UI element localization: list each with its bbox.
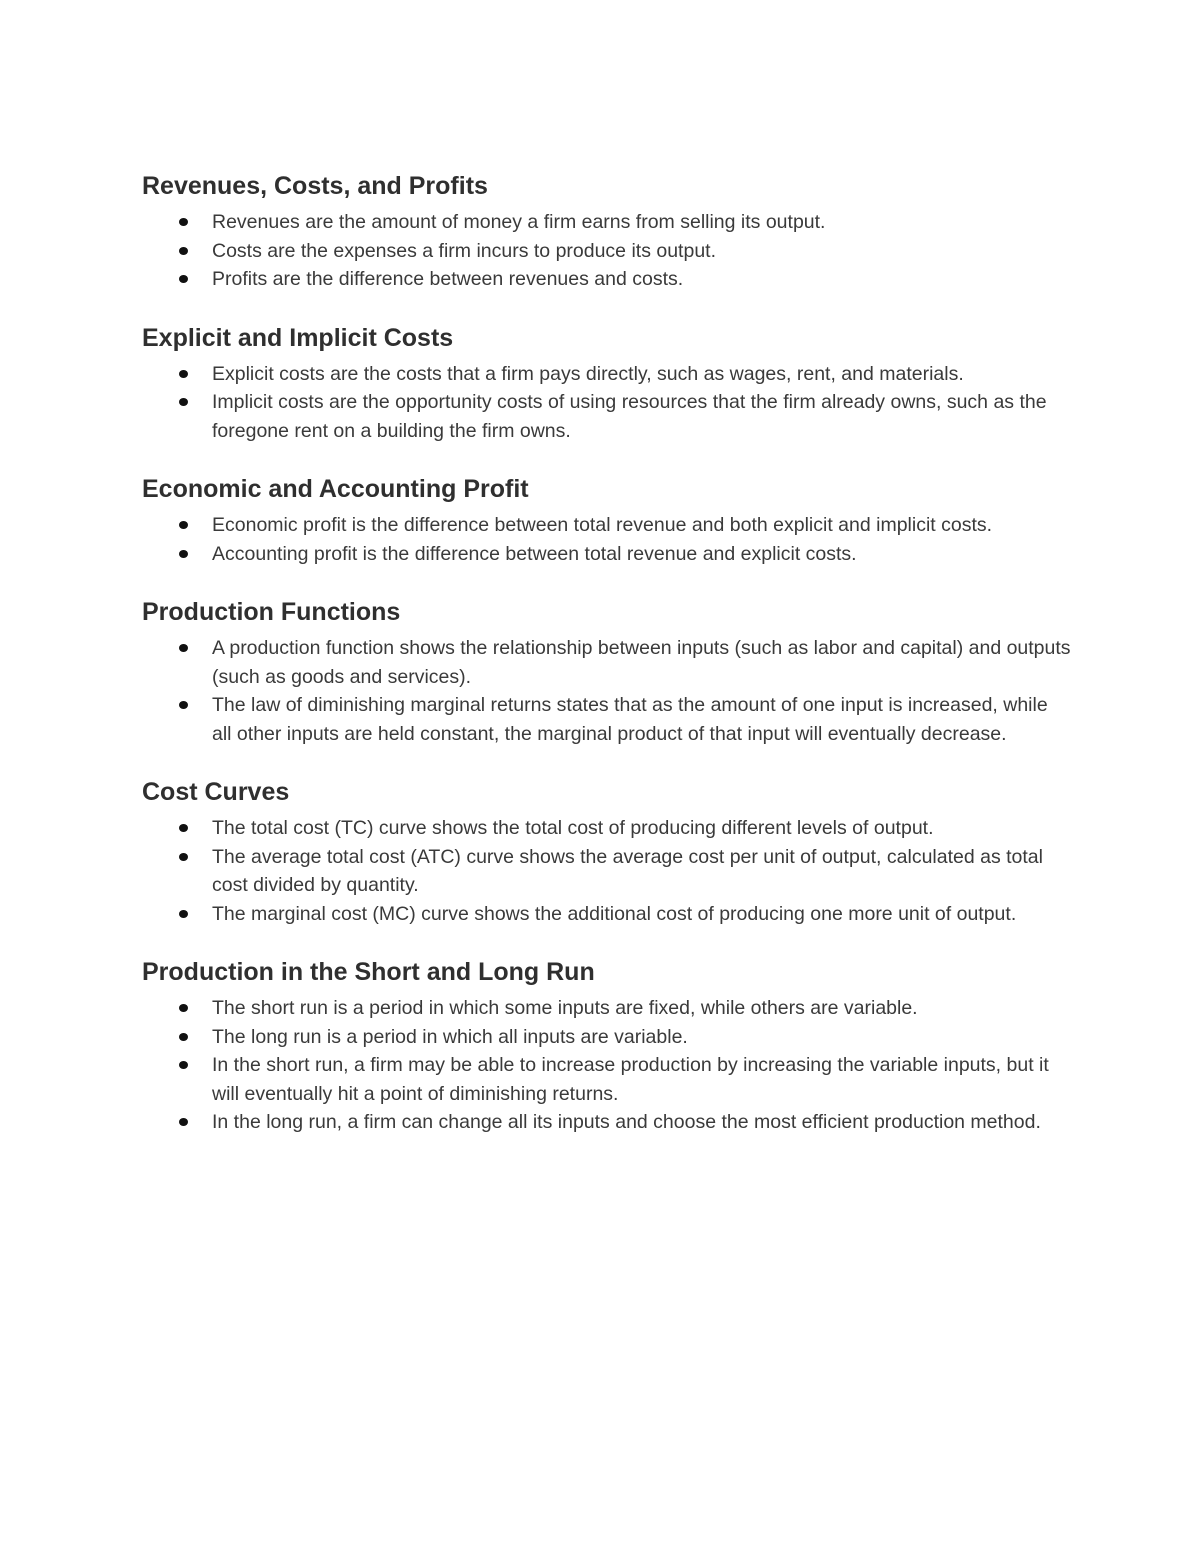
document-page <box>142 168 1072 1163</box>
section-heading: Economic and Accounting Profit <box>142 475 529 503</box>
section-short-long-run <box>142 954 1072 1137</box>
list-item-text: Implicit costs are the opportunity costs of using resources that the firm already owns, such as the foregone rent on a building the firm owns. <box>212 391 1047 442</box>
list-item-text: Revenues are the amount of money a firm earns from selling its output. <box>212 211 826 233</box>
list-item <box>142 265 1072 294</box>
list-item-text: The marginal cost (MC) curve shows the additional cost of producing one more unit of output. <box>212 902 1017 925</box>
bullet-icon <box>179 275 188 283</box>
section-revenues-costs-profits <box>142 168 1072 294</box>
section-explicit-implicit-costs <box>142 320 1072 446</box>
bullet-icon <box>179 853 188 861</box>
section-economic-accounting-profit <box>142 471 1072 568</box>
section-heading: Cost Curves <box>142 778 290 806</box>
bullet-list <box>142 994 1072 1137</box>
bullet-icon <box>179 550 188 558</box>
bullet-icon <box>179 398 188 406</box>
section-heading: Revenues, Costs, and Profits <box>142 172 488 200</box>
section-heading: Production in the Short and Long Run <box>142 958 595 986</box>
list-item-text: The average total cost (ATC) curve shows the average cost per unit of output, calculated as total cost divided by quantity. <box>212 845 1043 896</box>
bullet-icon <box>179 247 188 255</box>
bullet-list <box>142 814 1072 928</box>
list-item <box>142 843 1072 900</box>
bullet-icon <box>179 370 188 378</box>
bullet-list <box>142 360 1072 446</box>
list-item <box>142 1023 1072 1052</box>
bullet-icon <box>179 1033 188 1041</box>
list-item <box>142 994 1072 1023</box>
bullet-icon <box>179 644 188 652</box>
list-item <box>142 1051 1072 1108</box>
section-production-functions <box>142 594 1072 748</box>
list-item-text: In the short run, a firm may be able to increase production by increasing the variable inputs, but it will eventually hit a point of diminishing returns. <box>212 1054 1049 1105</box>
list-item-text: The long run is a period in which all inputs are variable. <box>212 1025 688 1048</box>
list-item-text: Profits are the difference between revenues and costs. <box>212 268 684 290</box>
bullet-icon <box>179 1004 188 1012</box>
list-item <box>142 900 1072 929</box>
list-item <box>142 1108 1072 1137</box>
list-item <box>142 237 1072 266</box>
bullet-icon <box>179 1061 188 1069</box>
list-item <box>142 388 1072 445</box>
bullet-list <box>142 511 1072 568</box>
bullet-list <box>142 208 1072 294</box>
list-item-text: The total cost (TC) curve shows the total cost of producing different levels of output. <box>212 817 934 839</box>
list-item-text: Costs are the expenses a firm incurs to produce its output. <box>212 239 717 262</box>
list-item <box>142 360 1072 389</box>
bullet-icon <box>179 218 188 226</box>
list-item <box>142 814 1072 843</box>
section-cost-curves <box>142 774 1072 928</box>
list-item <box>142 208 1072 237</box>
list-item <box>142 540 1072 569</box>
bullet-icon <box>179 701 188 709</box>
list-item-text: Economic profit is the difference between total revenue and both explicit and implicit costs. <box>212 514 993 536</box>
list-item-text: Explicit costs are the costs that a firm pays directly, such as wages, rent, and materials. <box>212 362 964 385</box>
list-item-text: The short run is a period in which some inputs are fixed, while others are variable. <box>212 997 918 1019</box>
list-item-text: The law of diminishing marginal returns states that as the amount of one input is increased, while all other inputs are held constant, the marginal product of that input will eventually decrease. <box>212 694 1048 745</box>
list-item-text: Accounting profit is the difference between total revenue and explicit costs. <box>212 542 857 565</box>
list-item <box>142 691 1072 748</box>
section-heading: Explicit and Implicit Costs <box>142 323 454 352</box>
list-item <box>142 634 1072 691</box>
list-item-text: A production function shows the relationship between inputs (such as labor and capital) and outputs (such as goods and services). <box>212 637 1071 688</box>
list-item <box>142 511 1072 540</box>
bullet-icon <box>179 824 188 832</box>
list-item-text: In the long run, a firm can change all its inputs and choose the most efficient production method. <box>212 1111 1041 1133</box>
section-heading: Production Functions <box>142 598 401 626</box>
bullet-icon <box>179 1118 188 1126</box>
bullet-list <box>142 634 1072 748</box>
bullet-icon <box>179 521 188 529</box>
bullet-icon <box>179 910 188 918</box>
